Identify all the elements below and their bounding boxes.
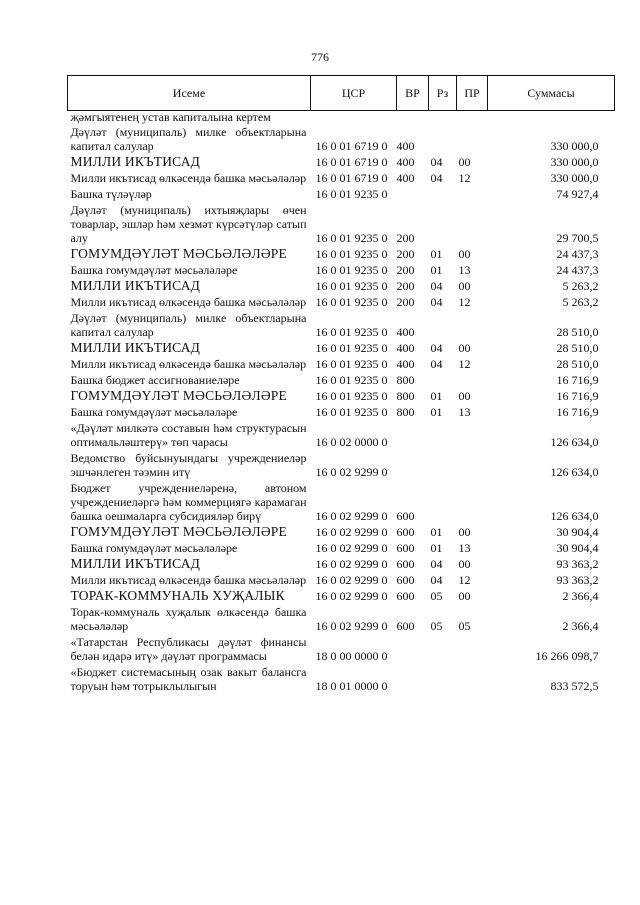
cell-pr: 00 bbox=[458, 279, 471, 293]
table-row bbox=[68, 541, 615, 557]
cell-vr: 200 bbox=[396, 231, 415, 245]
cell-vr bbox=[397, 421, 429, 451]
cell-name: Дәүләт (муниципаль) милке объектларына капитал салулар bbox=[70, 125, 307, 153]
cell-vr: 600 bbox=[396, 589, 415, 603]
cell-pr bbox=[457, 373, 488, 389]
cell-sum: 16 716,9 bbox=[556, 405, 599, 419]
cell-pr: 00 bbox=[458, 155, 471, 169]
cell-rz: 04 bbox=[430, 155, 443, 169]
cell-rz bbox=[429, 373, 457, 389]
header-csr: ЦСР bbox=[311, 76, 397, 111]
cell-sum: 93 363,2 bbox=[556, 557, 599, 571]
table-row bbox=[68, 155, 615, 171]
cell-csr: 16 0 01 9235 0 bbox=[315, 357, 388, 371]
cell-pr: 13 bbox=[458, 263, 471, 277]
cell-pr bbox=[457, 111, 488, 126]
cell-name: Башка гомумдәүләт мәсьәләләре bbox=[70, 541, 238, 555]
cell-pr: 00 bbox=[458, 389, 471, 403]
cell-vr: 200 bbox=[396, 263, 415, 277]
table-row bbox=[68, 525, 615, 541]
cell-rz: 04 bbox=[430, 573, 443, 587]
cell-csr: 16 0 02 9299 0 bbox=[315, 465, 388, 479]
cell-pr: 12 bbox=[458, 573, 471, 587]
table-row bbox=[68, 635, 615, 665]
cell-csr: 16 0 01 9235 0 bbox=[315, 295, 388, 309]
table-row bbox=[68, 311, 615, 341]
cell-name: Дәүләт (муниципаль) ихтыяҗлары өчен товарлар, эшләр һәм хезмәт күрсәтүләр сатып алу bbox=[70, 203, 307, 245]
cell-name: ТОРАК-КОММУНАЛЬ ХУҖАЛЫК bbox=[70, 588, 285, 603]
table-row bbox=[68, 171, 615, 187]
cell-vr: 600 bbox=[396, 557, 415, 571]
cell-csr: 18 0 01 0000 0 bbox=[315, 679, 388, 693]
cell-csr: 16 0 01 9235 0 bbox=[315, 325, 388, 339]
cell-csr: 16 0 01 9235 0 bbox=[315, 279, 388, 293]
cell-name: Башка түләүләр bbox=[70, 187, 152, 201]
table-row bbox=[68, 357, 615, 373]
table-row bbox=[68, 589, 615, 605]
cell-pr bbox=[457, 421, 488, 451]
cell-name: Дәүләт (муниципаль) милке объектларына капитал салулар bbox=[70, 311, 307, 339]
cell-csr: 16 0 02 9299 0 bbox=[315, 509, 388, 523]
cell-sum: 330 000,0 bbox=[550, 171, 599, 185]
cell-rz: 04 bbox=[430, 279, 443, 293]
table-row bbox=[68, 373, 615, 389]
cell-vr: 600 bbox=[396, 509, 415, 523]
cell-name: МИЛЛИ ИКЪТИСАД bbox=[70, 556, 201, 571]
cell-vr: 600 bbox=[396, 525, 415, 539]
cell-sum: 28 510,0 bbox=[556, 341, 599, 355]
cell-name: Бюджет учреждениеләренә, автоном учреждениеләргә һәм коммерциягә карамаган башка оешмаларга субсидияләр бирү bbox=[70, 481, 307, 523]
table-body bbox=[68, 111, 615, 696]
cell-rz bbox=[429, 203, 457, 247]
header-pr: ПР bbox=[457, 76, 488, 111]
cell-pr bbox=[457, 187, 488, 203]
cell-name: ГОМУМДӘҮЛӘТ МӘСЬӘЛӘЛӘРЕ bbox=[70, 388, 287, 403]
table-row bbox=[68, 341, 615, 357]
header-vr: ВР bbox=[397, 76, 429, 111]
table-row bbox=[68, 421, 615, 451]
table-row bbox=[68, 405, 615, 421]
cell-csr: 16 0 02 9299 0 bbox=[315, 589, 388, 603]
cell-rz bbox=[429, 125, 457, 155]
cell-pr bbox=[457, 665, 488, 695]
header-sum: Суммасы bbox=[488, 76, 615, 111]
cell-vr bbox=[397, 187, 429, 203]
cell-name: МИЛЛИ ИКЪТИСАД bbox=[70, 278, 201, 293]
cell-csr: 18 0 00 0000 0 bbox=[315, 649, 388, 663]
cell-vr: 800 bbox=[396, 373, 415, 387]
cell-sum: 5 263,2 bbox=[562, 279, 599, 293]
cell-csr: 16 0 01 9235 0 bbox=[315, 263, 388, 277]
cell-vr bbox=[397, 111, 429, 126]
cell-name: Торак-коммуналь хуҗалык өлкәсендә башка мәсьәләләр bbox=[70, 605, 307, 633]
cell-name: ГОМУМДӘҮЛӘТ МӘСЬӘЛӘЛӘРЕ bbox=[70, 246, 287, 261]
table-row bbox=[68, 187, 615, 203]
cell-rz bbox=[429, 311, 457, 341]
cell-sum: 28 510,0 bbox=[556, 357, 599, 371]
cell-vr bbox=[397, 665, 429, 695]
cell-rz: 01 bbox=[430, 405, 443, 419]
table-row bbox=[68, 279, 615, 295]
cell-name: Ведомство буйсынуындагы учреждениеләр эшчәнлеген тәэмин итү bbox=[70, 451, 307, 479]
cell-vr bbox=[397, 635, 429, 665]
cell-name: «Бюджет системасының озак вакыт балансга торуын һәм тотрыклылыгын bbox=[70, 665, 307, 693]
cell-sum: 30 904,4 bbox=[556, 525, 599, 539]
cell-sum: 126 634,0 bbox=[550, 435, 599, 449]
page-number: 776 bbox=[311, 50, 329, 64]
cell-rz bbox=[429, 481, 457, 525]
cell-csr: 16 0 01 9235 0 bbox=[315, 341, 388, 355]
cell-rz bbox=[429, 421, 457, 451]
cell-name: МИЛЛИ ИКЪТИСАД bbox=[70, 340, 201, 355]
cell-name: Башка бюджет ассигнованиеләре bbox=[70, 373, 240, 387]
header-name: Исеме bbox=[68, 76, 311, 111]
cell-pr: 12 bbox=[458, 295, 471, 309]
cell-vr: 200 bbox=[396, 295, 415, 309]
cell-csr: 16 0 01 9235 0 bbox=[315, 405, 388, 419]
cell-pr: 00 bbox=[458, 247, 471, 261]
table-row bbox=[68, 295, 615, 311]
cell-vr: 400 bbox=[396, 155, 415, 169]
cell-sum: 2 366,4 bbox=[562, 619, 599, 633]
cell-pr: 12 bbox=[458, 357, 471, 371]
cell-csr: 16 0 02 9299 0 bbox=[315, 541, 388, 555]
cell-vr: 600 bbox=[396, 541, 415, 555]
cell-pr bbox=[457, 125, 488, 155]
cell-csr: 16 0 01 6719 0 bbox=[315, 171, 388, 185]
cell-rz bbox=[429, 635, 457, 665]
cell-name: Башка гомумдәүләт мәсьәләләре bbox=[70, 405, 238, 419]
cell-name: Башка гомумдәүләт мәсьәләләре bbox=[70, 263, 238, 277]
cell-vr: 400 bbox=[396, 341, 415, 355]
cell-vr: 200 bbox=[396, 279, 415, 293]
cell-rz: 04 bbox=[430, 295, 443, 309]
cell-pr bbox=[457, 481, 488, 525]
cell-vr: 400 bbox=[396, 325, 415, 339]
cell-rz: 05 bbox=[430, 589, 443, 603]
cell-rz: 01 bbox=[430, 389, 443, 403]
table-row bbox=[68, 481, 615, 525]
cell-rz: 01 bbox=[430, 541, 443, 555]
cell-vr: 600 bbox=[396, 619, 415, 633]
cell-pr: 00 bbox=[458, 525, 471, 539]
cell-name: ГОМУМДӘҮЛӘТ МӘСЬӘЛӘЛӘРЕ bbox=[70, 524, 287, 539]
cell-name: Милли икътисад өлкәсендә башка мәсьәләләр bbox=[70, 573, 307, 587]
cell-rz: 01 bbox=[430, 263, 443, 277]
cell-sum: 126 634,0 bbox=[550, 509, 599, 523]
cell-rz: 04 bbox=[430, 171, 443, 185]
table-row bbox=[68, 111, 615, 126]
cell-csr: 16 0 01 6719 0 bbox=[315, 155, 388, 169]
cell-sum: 74 927,4 bbox=[556, 187, 599, 201]
cell-pr: 00 bbox=[458, 557, 471, 571]
cell-sum: 16 266 098,7 bbox=[535, 649, 599, 663]
cell-pr: 00 bbox=[458, 341, 471, 355]
cell-sum: 16 716,9 bbox=[556, 389, 599, 403]
cell-sum: 126 634,0 bbox=[550, 465, 599, 479]
cell-csr: 16 0 02 9299 0 bbox=[315, 557, 388, 571]
cell-csr: 16 0 01 6719 0 bbox=[315, 139, 388, 153]
header-rz: Рз bbox=[429, 76, 457, 111]
cell-vr bbox=[397, 451, 429, 481]
cell-rz: 04 bbox=[430, 357, 443, 371]
cell-pr bbox=[457, 451, 488, 481]
cell-csr: 16 0 02 9299 0 bbox=[315, 573, 388, 587]
cell-csr: 16 0 01 9235 0 bbox=[315, 247, 388, 261]
cell-pr: 05 bbox=[458, 619, 471, 633]
table-row bbox=[68, 389, 615, 405]
cell-csr: 16 0 01 9235 0 bbox=[315, 231, 388, 245]
cell-pr: 00 bbox=[458, 589, 471, 603]
cell-sum: 5 263,2 bbox=[562, 295, 599, 309]
cell-sum: 330 000,0 bbox=[550, 139, 599, 153]
cell-name: Милли икътисад өлкәсендә башка мәсьәләләр bbox=[70, 295, 307, 309]
cell-vr: 400 bbox=[396, 171, 415, 185]
cell-pr: 13 bbox=[458, 541, 471, 555]
cell-name: җәмгыятенең устав капиталына кертем bbox=[70, 110, 271, 124]
cell-sum: 24 437,3 bbox=[556, 263, 599, 277]
cell-rz bbox=[429, 451, 457, 481]
cell-csr: 16 0 02 0000 0 bbox=[315, 435, 388, 449]
cell-name: Милли икътисад өлкәсендә башка мәсьәләләр bbox=[70, 357, 307, 371]
cell-sum: 28 510,0 bbox=[556, 325, 599, 339]
cell-sum: 2 366,4 bbox=[562, 589, 599, 603]
table-row bbox=[68, 125, 615, 155]
cell-pr bbox=[457, 203, 488, 247]
cell-pr bbox=[457, 635, 488, 665]
table-header bbox=[68, 76, 615, 111]
table-row bbox=[68, 203, 615, 247]
table-row bbox=[68, 573, 615, 589]
cell-sum: 29 700,5 bbox=[556, 231, 599, 245]
table-row bbox=[68, 451, 615, 481]
cell-sum: 330 000,0 bbox=[550, 155, 599, 169]
cell-rz: 01 bbox=[430, 525, 443, 539]
cell-pr: 12 bbox=[458, 171, 471, 185]
cell-pr: 13 bbox=[458, 405, 471, 419]
table-row bbox=[68, 665, 615, 695]
cell-rz bbox=[429, 111, 457, 126]
cell-vr: 400 bbox=[396, 357, 415, 371]
cell-rz bbox=[429, 187, 457, 203]
cell-name: «Татарстан Республикасы дәүләт финансы белән идарә итү» дәүләт программасы bbox=[70, 635, 307, 663]
cell-vr: 400 bbox=[396, 139, 415, 153]
cell-csr bbox=[311, 111, 397, 126]
cell-rz: 01 bbox=[430, 247, 443, 261]
cell-sum bbox=[488, 111, 615, 126]
budget-table bbox=[67, 75, 615, 695]
cell-name: «Дәүләт милкәтә составын һәм структурасын оптимальләштерү» төп чарасы bbox=[70, 421, 307, 449]
cell-rz bbox=[429, 665, 457, 695]
cell-csr: 16 0 01 9235 0 bbox=[315, 389, 388, 403]
table-row bbox=[68, 605, 615, 635]
cell-csr: 16 0 01 9235 0 bbox=[315, 187, 388, 201]
cell-rz: 04 bbox=[430, 341, 443, 355]
table-row bbox=[68, 557, 615, 573]
cell-csr: 16 0 02 9299 0 bbox=[315, 525, 388, 539]
cell-vr: 600 bbox=[396, 573, 415, 587]
cell-vr: 800 bbox=[396, 389, 415, 403]
cell-sum: 833 572,5 bbox=[550, 679, 599, 693]
cell-sum: 30 904,4 bbox=[556, 541, 599, 555]
cell-name: МИЛЛИ ИКЪТИСАД bbox=[70, 154, 201, 169]
cell-sum: 93 363,2 bbox=[556, 573, 599, 587]
cell-pr bbox=[457, 311, 488, 341]
cell-rz: 05 bbox=[430, 619, 443, 633]
cell-csr: 16 0 02 9299 0 bbox=[315, 619, 388, 633]
cell-vr: 800 bbox=[396, 405, 415, 419]
table-row bbox=[68, 247, 615, 263]
cell-sum: 24 437,3 bbox=[556, 247, 599, 261]
cell-name: Милли икътисад өлкәсендә башка мәсьәләләр bbox=[70, 171, 307, 185]
cell-sum: 16 716,9 bbox=[556, 373, 599, 387]
cell-vr: 200 bbox=[396, 247, 415, 261]
cell-csr: 16 0 01 9235 0 bbox=[315, 373, 388, 387]
table-row bbox=[68, 263, 615, 279]
cell-rz: 04 bbox=[430, 557, 443, 571]
